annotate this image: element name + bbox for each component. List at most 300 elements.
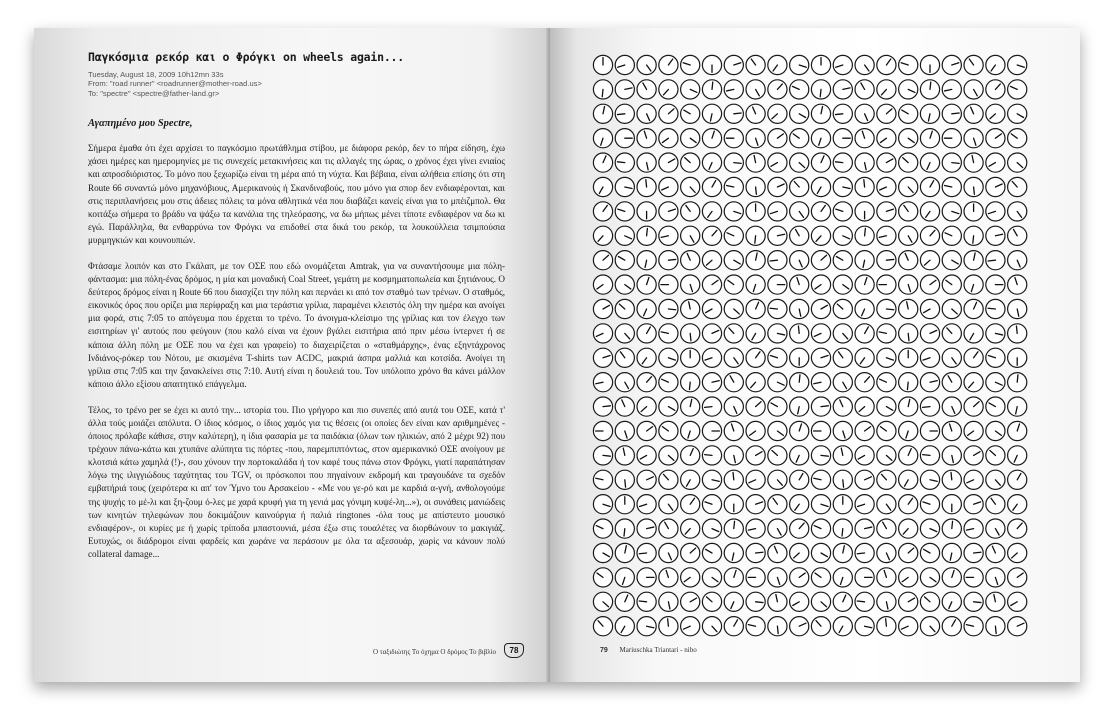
clock-face	[920, 129, 939, 148]
clock-face	[768, 543, 787, 562]
clock-face	[790, 104, 809, 123]
clock-face	[855, 495, 874, 514]
clock-face	[768, 275, 787, 294]
clock-face	[659, 202, 678, 221]
clock-face	[986, 373, 1005, 392]
clock-face	[877, 568, 896, 587]
clock-face	[746, 55, 765, 74]
clock-face	[637, 80, 656, 99]
clock-face	[920, 543, 939, 562]
clock-face	[768, 202, 787, 221]
clock-face	[790, 251, 809, 270]
paragraph-3: Τέλος, το τρένο per se έχει κι αυτό την... ιστορία του. Πιο γρήγορο και πιο συνεπές από αυτά του ΟΣΕ, κατά τ' άλλα τούς μοιάζει απόλυτα. Ο ίδιος κόσμος, ο ίδιος χαμός για τις θέσεις (οι οποίες δεν είναι καν αριθμημένες - όποιος πρόλαβε κάθισε, στην καλύτερη), η ίδια φασαρία με τα παιδάκια (όλων των ηλικιών, από 2 μέχρι 92) που τρέχουν πάνω-κάτω και χτυπάνε αλύπητα τις πόρτες -που, παρεμπιπτόντως, στον αμερικανικό ΟΣΕ ανοίγουν με κλοτσιά κάτω χαμηλά (!)-, σου χύνουν την πορτοκαλάδα ή τον καφέ τους πάνω στον Φρόγκι, γιατί παραπάτησαν λόγω της ιλιγγιώδους ταχύτητας του TGV, οι πρόσκοποι που πηγαίνουν εκδρομή και τραγουδάνε τα σχεδόν εμβατήριά τους (χειρότερα κι απ' τον Ύμνο του Αρσακείου - «Με νου γε-ρό και με καρδιά α-γνή, ανθολογούμε της ψυχής το μέ-λι και ξη-ζουμ ό-λες με χαρά κρυφή για τη γενιά μας γόνιμη κυψέ-λη...»), οι συνάθεις μανιώδεις των κινητών τηλεφώνων που δοκιμάζουν καινούργια ή παλιά ringtones -όλα τους με απίστευτο μουσικό ενδιαφέρον-, οι κυρίες με ή χωρίς τρίποδα μπαστουνιά, μέσα έξω στις τουαλέτες να διορθώνουν το μακιγιάζ. Ευτυχώς, οι διάδρομοι είναι φαρδείς και χωράνε να περάσουν με όλα τα αξεσουάρ, χωρίς να κάνουν πολύ collateral damage...	[88, 404, 505, 559]
clock-face	[615, 495, 634, 514]
clock-face	[855, 299, 874, 318]
clock-face	[768, 373, 787, 392]
right-page	[550, 28, 1080, 682]
clock-face	[659, 348, 678, 367]
clock-face	[1008, 299, 1027, 318]
clock-face	[790, 202, 809, 221]
letter-content	[88, 50, 505, 574]
clock-face	[702, 226, 721, 245]
clock-face	[681, 153, 700, 172]
clock-face	[855, 470, 874, 489]
clock-face	[790, 324, 809, 343]
clock-face	[920, 421, 939, 440]
clock-face	[593, 104, 612, 123]
clock-face	[920, 568, 939, 587]
clock-face	[920, 519, 939, 538]
clock-face	[768, 592, 787, 611]
clock-face	[768, 617, 787, 636]
clock-face	[964, 373, 983, 392]
clock-face	[637, 495, 656, 514]
clock-face	[768, 104, 787, 123]
clock-face	[855, 519, 874, 538]
clock-face	[1008, 251, 1027, 270]
clock-face	[899, 592, 918, 611]
clock-face	[681, 80, 700, 99]
clock-face	[768, 177, 787, 196]
email-from: From: "road runner" <roadrunner@mother-road.us>	[88, 79, 262, 89]
clock-face	[637, 251, 656, 270]
clock-face	[615, 104, 634, 123]
clock-face	[986, 299, 1005, 318]
clock-face	[637, 592, 656, 611]
clock-face	[877, 519, 896, 538]
clock-face	[899, 470, 918, 489]
clock-face	[790, 446, 809, 465]
clock-face	[1008, 55, 1027, 74]
clock-face	[986, 519, 1005, 538]
clock-face	[877, 177, 896, 196]
clock-face	[942, 80, 961, 99]
clock-face	[659, 275, 678, 294]
clock-face	[724, 543, 743, 562]
clock-face	[986, 470, 1005, 489]
clock-face	[615, 348, 634, 367]
clock-face	[790, 177, 809, 196]
clock-face	[790, 519, 809, 538]
clock-face	[702, 568, 721, 587]
clock-face	[637, 177, 656, 196]
clock-face	[964, 568, 983, 587]
clock-face	[986, 324, 1005, 343]
clock-face	[1008, 397, 1027, 416]
clock-face	[986, 202, 1005, 221]
clock-face	[1008, 324, 1027, 343]
clock-face	[790, 153, 809, 172]
clock-face	[942, 202, 961, 221]
clock-face	[768, 80, 787, 99]
clock-face	[615, 592, 634, 611]
clock-face	[659, 80, 678, 99]
clock-face	[942, 446, 961, 465]
clock-face	[746, 80, 765, 99]
clock-face	[1008, 568, 1027, 587]
clock-face	[681, 104, 700, 123]
clock-face	[790, 373, 809, 392]
clock-face	[811, 348, 830, 367]
clock-face	[942, 373, 961, 392]
clock-face	[768, 446, 787, 465]
clock-face	[790, 397, 809, 416]
clock-face	[811, 446, 830, 465]
clock-face	[681, 543, 700, 562]
clock-face	[877, 226, 896, 245]
clock-face	[746, 519, 765, 538]
clock-face	[899, 568, 918, 587]
clock-face	[811, 397, 830, 416]
clock-face	[637, 275, 656, 294]
clock-face	[833, 226, 852, 245]
clock-face	[724, 568, 743, 587]
clock-face	[964, 202, 983, 221]
clock-face	[702, 202, 721, 221]
clock-face	[964, 592, 983, 611]
clock-face	[659, 421, 678, 440]
clock-face	[593, 55, 612, 74]
clock-face	[833, 153, 852, 172]
clock-face	[942, 568, 961, 587]
clock-face	[1008, 275, 1027, 294]
clock-face	[899, 324, 918, 343]
clock-face	[964, 129, 983, 148]
clock-face	[833, 519, 852, 538]
clock-face	[593, 568, 612, 587]
clock-face	[615, 55, 634, 74]
clock-face	[942, 617, 961, 636]
clock-face	[659, 129, 678, 148]
clock-face	[920, 373, 939, 392]
clock-face	[899, 129, 918, 148]
clock-face	[615, 373, 634, 392]
clock-face	[746, 177, 765, 196]
clock-face	[681, 421, 700, 440]
clock-face	[833, 495, 852, 514]
clock-face	[811, 568, 830, 587]
clock-face	[964, 495, 983, 514]
clock-face	[877, 543, 896, 562]
clock-face	[768, 129, 787, 148]
clock-face	[899, 299, 918, 318]
clock-face	[637, 55, 656, 74]
clock-face	[833, 202, 852, 221]
open-book	[34, 28, 1080, 682]
clock-face	[1008, 543, 1027, 562]
clock-face	[681, 324, 700, 343]
clock-face	[855, 373, 874, 392]
clock-face	[681, 202, 700, 221]
clock-face	[920, 55, 939, 74]
clock-face	[593, 324, 612, 343]
clock-face	[681, 251, 700, 270]
clock-face	[746, 251, 765, 270]
clock-face	[790, 129, 809, 148]
clock-face	[877, 446, 896, 465]
clock-face	[877, 397, 896, 416]
clock-face	[1008, 202, 1027, 221]
clock-face	[768, 153, 787, 172]
clock-face	[833, 592, 852, 611]
clock-face	[811, 153, 830, 172]
clock-face	[986, 568, 1005, 587]
clock-face	[964, 80, 983, 99]
clock-face	[877, 129, 896, 148]
clock-face	[811, 299, 830, 318]
clock-face	[768, 55, 787, 74]
clock-face	[593, 592, 612, 611]
clock-face	[942, 55, 961, 74]
clock-face	[942, 592, 961, 611]
clock-face	[920, 104, 939, 123]
clock-face	[811, 617, 830, 636]
clock-face	[986, 55, 1005, 74]
clock-face	[920, 275, 939, 294]
clock-face	[855, 177, 874, 196]
clock-face	[593, 373, 612, 392]
clock-face	[855, 617, 874, 636]
clock-face	[811, 251, 830, 270]
clock-face	[659, 324, 678, 343]
clock-face	[659, 519, 678, 538]
clock-face	[1008, 129, 1027, 148]
clock-face	[855, 80, 874, 99]
clock-face	[920, 177, 939, 196]
clock-face	[877, 202, 896, 221]
clock-face	[724, 177, 743, 196]
clock-face	[593, 543, 612, 562]
paragraph-1: Σήμερα έμαθα ότι έχει αρχίσει το παγκόσμιο πρωτάθλημα στίβου, με διάφορα ρεκόρ, δεν το πήρα είδηση, έχω χάσει ημέρες και ημερομηνίες με τις συνεχείς μετακινήσεις και τις αλλαγές της ώρας, ο χρόνος έχει γίνει ενιαίος και απροσδιόριστος. Το μόνο που ξεχωρίζω είναι τη μέρα από τη νύχτα. Και βέβαια, είναι αλήθεια επίσης ότι στη Route 66 συναντώ μόνο μηχανόβιους, Αμερικανούς ή Σκανδιναβούς, που μόνο για σπορ δεν ενδιαφέρονται, και στις περιπλανήσεις μου στις άδειες πόλεις τα μόνα αθλητικά νέα που διαβάζει κανείς είναι για το μπέιζμπολ. Θα κοιτάξω σήμερα το βράδυ να ψάξω τα κανάλια της τηλεόρασης, να δω μήπως μένει τίποτε ενδιαφέρον να δω κι εγώ. Παράλληλα, θα ενθαρρύνω τον Φρόγκι να επιδοθεί στα δικά του ρεκόρ, τα λουκούλλεια τσιμπούσια μυρμηγκιών και κουνουπιών.	[88, 143, 505, 245]
clock-face	[855, 226, 874, 245]
clock-face	[986, 397, 1005, 416]
clock-face	[768, 226, 787, 245]
clock-face	[790, 543, 809, 562]
clock-face	[702, 299, 721, 318]
clock-face	[942, 421, 961, 440]
clock-face	[855, 543, 874, 562]
letter-greeting: Αγαπημένο μου Spectre,	[88, 118, 193, 130]
right-page-number: 79	[600, 647, 608, 654]
clock-face	[615, 519, 634, 538]
clock-face	[877, 592, 896, 611]
clock-face	[615, 543, 634, 562]
clock-face	[899, 251, 918, 270]
clock-face	[855, 55, 874, 74]
clock-face	[681, 275, 700, 294]
clock-face	[855, 592, 874, 611]
clock-face	[811, 519, 830, 538]
clock-face	[920, 592, 939, 611]
clock-face	[681, 568, 700, 587]
clock-face	[637, 617, 656, 636]
clock-face	[790, 495, 809, 514]
clock-face	[593, 202, 612, 221]
clock-face	[768, 397, 787, 416]
clock-face	[724, 226, 743, 245]
clock-face	[790, 80, 809, 99]
clock-face	[855, 104, 874, 123]
clock-face	[659, 55, 678, 74]
clock-face	[986, 226, 1005, 245]
clock-face	[768, 421, 787, 440]
clock-face	[986, 617, 1005, 636]
route-shield-page-number: 78	[504, 643, 524, 658]
clock-face	[702, 275, 721, 294]
clock-face	[986, 153, 1005, 172]
clock-face	[964, 55, 983, 74]
clock-face	[899, 104, 918, 123]
clock-face	[790, 568, 809, 587]
clock-face	[659, 153, 678, 172]
clock-face	[811, 592, 830, 611]
clock-face	[702, 324, 721, 343]
clock-face	[964, 348, 983, 367]
clock-face	[746, 446, 765, 465]
clock-face	[899, 177, 918, 196]
clock-face	[833, 55, 852, 74]
clock-face	[790, 617, 809, 636]
clock-face	[899, 202, 918, 221]
clock-face	[811, 226, 830, 245]
clock-face	[877, 495, 896, 514]
clock-face	[942, 226, 961, 245]
clock-face	[659, 495, 678, 514]
clock-face	[615, 80, 634, 99]
clock-face	[615, 129, 634, 148]
clock-face	[615, 275, 634, 294]
clock-face	[833, 446, 852, 465]
clock-face	[702, 519, 721, 538]
clock-face	[964, 226, 983, 245]
clock-face	[986, 129, 1005, 148]
letter-title: Παγκόσμια ρεκόρ και ο Φρόγκι on wheels again...	[88, 50, 405, 64]
clock-face	[593, 495, 612, 514]
clock-face	[637, 153, 656, 172]
clock-face	[942, 324, 961, 343]
clock-face	[615, 153, 634, 172]
clock-face	[855, 251, 874, 270]
clock-face	[637, 348, 656, 367]
clock-face	[920, 617, 939, 636]
clock-face	[1008, 80, 1027, 99]
clock-face	[746, 568, 765, 587]
clock-face	[855, 348, 874, 367]
clock-face	[811, 543, 830, 562]
clock-face	[746, 592, 765, 611]
clock-face	[942, 299, 961, 318]
clock-face	[659, 446, 678, 465]
clock-face	[942, 348, 961, 367]
clock-face	[942, 543, 961, 562]
clock-face	[811, 104, 830, 123]
clock-face	[702, 446, 721, 465]
clock-face	[702, 421, 721, 440]
clock-face	[746, 617, 765, 636]
clock-face	[659, 397, 678, 416]
clock-face	[681, 129, 700, 148]
clock-face	[702, 592, 721, 611]
clock-face	[593, 421, 612, 440]
clock-face	[702, 495, 721, 514]
clock-face	[637, 324, 656, 343]
clock-face	[659, 568, 678, 587]
clock-face	[724, 129, 743, 148]
clock-face	[724, 55, 743, 74]
clock-face	[637, 299, 656, 318]
clock-face	[659, 592, 678, 611]
clock-face	[724, 592, 743, 611]
clock-face	[637, 226, 656, 245]
clock-face	[615, 421, 634, 440]
clock-face	[964, 617, 983, 636]
clock-face	[1008, 446, 1027, 465]
clock-face	[1008, 519, 1027, 538]
clock-face	[593, 80, 612, 99]
right-page-footer	[600, 646, 697, 654]
clock-face	[986, 543, 1005, 562]
clock-face	[593, 348, 612, 367]
clock-face	[920, 80, 939, 99]
clock-face	[920, 251, 939, 270]
clock-face	[855, 202, 874, 221]
clock-face	[833, 543, 852, 562]
clock-face	[811, 177, 830, 196]
clock-face	[681, 55, 700, 74]
clock-face	[637, 397, 656, 416]
clock-face	[593, 177, 612, 196]
clock-face	[986, 421, 1005, 440]
clock-face	[899, 495, 918, 514]
clock-face	[790, 275, 809, 294]
clock-face	[724, 324, 743, 343]
clock-face	[681, 373, 700, 392]
clock-face	[681, 299, 700, 318]
clock-face	[1008, 495, 1027, 514]
clock-face	[920, 446, 939, 465]
clock-face	[833, 275, 852, 294]
clock-face	[593, 299, 612, 318]
clock-face	[899, 421, 918, 440]
clock-face	[899, 348, 918, 367]
clock-face	[659, 299, 678, 318]
clock-face	[593, 251, 612, 270]
clock-face	[833, 348, 852, 367]
clock-face	[964, 397, 983, 416]
clock-face	[811, 275, 830, 294]
clock-face	[811, 470, 830, 489]
clock-face	[724, 519, 743, 538]
clock-face	[986, 446, 1005, 465]
clock-face	[855, 421, 874, 440]
clock-face	[724, 446, 743, 465]
clock-face	[746, 324, 765, 343]
clock-face	[615, 202, 634, 221]
left-page	[34, 28, 550, 682]
clock-face	[920, 299, 939, 318]
clock-face	[746, 421, 765, 440]
clock-face	[986, 177, 1005, 196]
clock-face	[964, 324, 983, 343]
clock-face	[964, 446, 983, 465]
clock-face	[855, 568, 874, 587]
clock-face	[877, 55, 896, 74]
clock-face	[615, 177, 634, 196]
clock-face	[615, 617, 634, 636]
clock-face	[855, 324, 874, 343]
clock-face	[702, 104, 721, 123]
clock-face	[942, 251, 961, 270]
